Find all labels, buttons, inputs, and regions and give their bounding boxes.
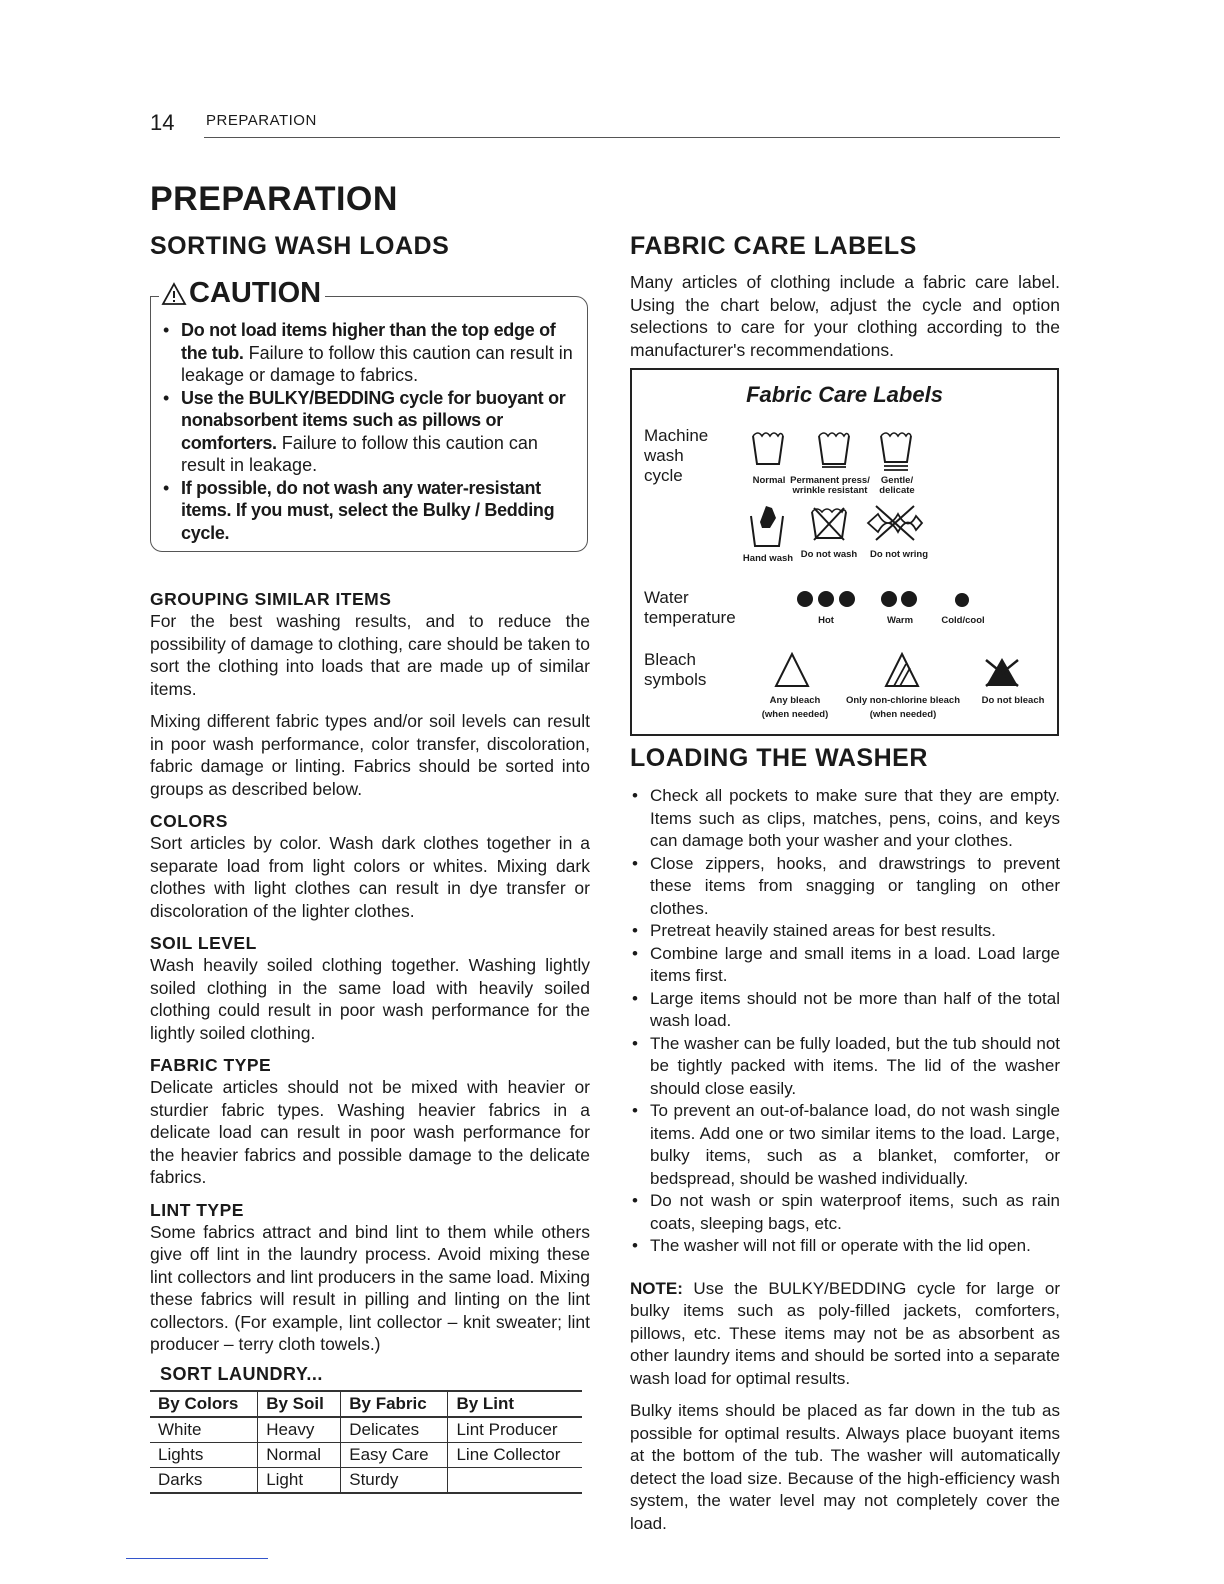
temp-label: Cold/cool	[941, 615, 985, 626]
note-text: Use the BULKY/BEDDING cycle for large or bulky items such as poly-filled jackets, comforters, pillows, etc. These items may not be as absorbent as other laundry items and should be sorted into a separate wash load for optimal results.	[630, 1278, 1060, 1388]
cycle-label: Permanent press/ wrinkle resistant	[790, 475, 870, 496]
water-temp-label: Water temperature	[644, 588, 736, 627]
hot-dots-icon	[796, 590, 856, 608]
non-chlorine-bleach-icon	[884, 652, 920, 688]
table-header: By Colors	[150, 1391, 258, 1417]
table-cell: Sturdy	[341, 1468, 448, 1494]
list-item: • To prevent an out-of-balance load, do not wash single items. Add one or two similar items to the load. Large, bulky items, such as a blanket, comforter, or bedspread, should be washed individually.	[630, 1100, 1060, 1190]
page-title: PREPARATION	[150, 180, 398, 218]
cycle-label: Gentle/ delicate	[879, 475, 915, 496]
bleach-note: (when needed)	[869, 709, 937, 720]
list-item: • Close zippers, hooks, and drawstrings to prevent these items from snagging or tangling on other clothes.	[630, 853, 1060, 921]
list-item: • Check all pockets to make sure that they are empty. Items such as clips, matches, pens, coins, and keys can damage both your washer and your clothes.	[630, 785, 1060, 853]
grouping-paragraph-1: For the best washing results, and to reduce the possibility of damage to clothing, care should be taken to sort the clothing into loads that are made up of similar items.	[150, 611, 590, 699]
colors-heading: COLORS	[150, 811, 228, 831]
wash-symbol-label: Hand wash	[742, 553, 794, 564]
gentle-wash-icon	[878, 428, 914, 472]
do-not-wring-icon	[864, 504, 926, 542]
list-item: • Do not wash or spin waterproof items, such as rain coats, sleeping bags, etc.	[630, 1190, 1060, 1235]
footer-link-line	[126, 1558, 268, 1559]
table-row	[150, 1417, 582, 1443]
grouping-section	[150, 588, 590, 1356]
note-paragraph	[630, 1278, 1060, 1391]
loading-list	[630, 785, 1060, 1258]
do-not-wash-icon	[808, 504, 850, 544]
loading-heading: LOADING THE WASHER	[630, 744, 928, 772]
lint-text: Some fabrics attract and bind lint to them while others give off lint in the laundry process. Avoid mixing these lint collectors and lint producers in the same load. Mixing these fabrics will result in pilling and linting on the lint collectors. (For example, lint collector – knit sweater; lint producer – terry cloth towels.)	[150, 1221, 590, 1354]
caution-box	[150, 277, 588, 552]
machine-wash-label: Machine wash cycle	[644, 426, 709, 485]
loading-section	[630, 744, 1060, 1535]
hand-wash-icon	[748, 502, 786, 550]
any-bleach-icon	[774, 652, 810, 688]
note-label: NOTE:	[630, 1278, 683, 1298]
sort-laundry-label: SORT LAUNDRY...	[160, 1364, 323, 1384]
sort-laundry-table	[150, 1390, 582, 1494]
fabric-care-chart-title: Fabric Care Labels	[746, 382, 943, 407]
do-not-bleach-icon	[982, 654, 1022, 688]
table-cell: Lint Producer	[448, 1417, 582, 1443]
temp-label: Hot	[818, 615, 834, 626]
table-cell: Darks	[150, 1468, 258, 1494]
table-row	[150, 1443, 582, 1468]
fabric-care-chart	[630, 368, 1059, 736]
fabric-type-text: Delicate articles should not be mixed with heavier or sturdier fabric types. Washing heavier fabrics in a delicate load can result in poor wash performance for the heavier fabrics and possible damage to the delicate fabrics.	[150, 1077, 590, 1187]
wash-symbol-label: Do not wring	[869, 549, 929, 560]
table-cell: Normal	[258, 1443, 341, 1468]
page-header	[150, 110, 1060, 140]
list-item: • Combine large and small items in a load. Load large items first.	[630, 943, 1060, 988]
bleach-name: Any bleach	[769, 695, 821, 706]
table-header: By Fabric	[341, 1391, 448, 1417]
soil-heading: SOIL LEVEL	[150, 933, 257, 953]
fabric-care-intro: Many articles of clothing include a fabric care label. Using the chart below, adjust the cycle and option selections to care for your clothing according to the manufacturer's recommendations.	[630, 272, 1060, 360]
grouping-heading: GROUPING SIMILAR ITEMS	[150, 589, 392, 609]
table-cell: Easy Care	[341, 1443, 448, 1468]
list-item: • Pretreat heavily stained areas for best results.	[630, 920, 1060, 943]
normal-wash-icon	[750, 428, 786, 468]
caution-item: • Use the BULKY/BEDDING cycle for buoyant or nonabsorbent items such as pillows or comforters. Failure to follow this caution can result in leakage.	[161, 387, 583, 477]
caution-list	[161, 319, 583, 544]
table-cell: White	[150, 1417, 258, 1443]
cold-dot-icon	[954, 592, 970, 608]
warm-dots-icon	[880, 590, 918, 608]
soil-text: Wash heavily soiled clothing together. Washing lightly soiled clothing in the same load with heavily soiled clothing could result in poor wash performance for the lightly soiled clothing.	[150, 955, 590, 1043]
table-cell: Light	[258, 1468, 341, 1494]
table-cell: Line Collector	[448, 1443, 582, 1468]
table-cell	[448, 1468, 582, 1494]
caution-title: CAUTION	[159, 277, 325, 310]
cycle-label: Normal	[752, 475, 786, 486]
bulky-paragraph: Bulky items should be placed as far down in the tub as possible for optimal results. Always place buoyant items at the bottom of the tub. The washer will automatically detect the load size. Because of the high-efficiency wash system, the water level may not completely cover the load.	[630, 1401, 1060, 1533]
grouping-paragraph-2: Mixing different fabric types and/or soil levels can result in poor wash performance, color transfer, discoloration, fabric damage or linting. Fabrics should be sorted into groups as described below.	[150, 711, 590, 799]
bleach-name: Only non-chlorine bleach	[845, 695, 960, 706]
page-number: 14	[150, 110, 175, 135]
table-cell: Lights	[150, 1443, 258, 1468]
table-cell: Delicates	[341, 1417, 448, 1443]
bleach-note: (when needed)	[761, 709, 829, 720]
temp-label: Warm	[886, 615, 914, 626]
wash-symbol-label: Do not wash	[800, 549, 858, 560]
header-rule	[204, 137, 1060, 138]
header-section: PREPARATION	[206, 112, 317, 129]
table-row	[150, 1468, 582, 1494]
warning-icon	[161, 282, 187, 306]
list-item: • Large items should not be more than half of the total wash load.	[630, 988, 1060, 1033]
table-header: By Lint	[448, 1391, 582, 1417]
list-item: • The washer can be fully loaded, but the tub should not be tightly packed with items. The lid of the washer should close easily.	[630, 1033, 1060, 1101]
caution-item: • Do not load items higher than the top edge of the tub. Failure to follow this caution can result in leakage or damage to fabrics.	[161, 319, 583, 387]
table-header-row	[150, 1391, 582, 1417]
permanent-press-icon	[816, 428, 852, 468]
table-cell: Heavy	[258, 1417, 341, 1443]
caution-item: • If possible, do not wash any water-resistant items. If you must, select the Bulky / Bedding cycle.	[161, 477, 583, 545]
table-header: By Soil	[258, 1391, 341, 1417]
fabric-type-heading: FABRIC TYPE	[150, 1055, 272, 1075]
colors-text: Sort articles by color. Wash dark clothes together in a separate load from light colors or whites. Mixing dark clothes with light clothes can result in dye transfer or discoloration of the lighter clothes.	[150, 833, 590, 921]
lint-heading: LINT TYPE	[150, 1199, 244, 1220]
fabric-care-heading: FABRIC CARE LABELS	[630, 232, 917, 260]
bleach-name: Do not bleach	[981, 695, 1045, 706]
list-item: • The washer will not fill or operate with the lid open.	[630, 1235, 1060, 1258]
sorting-heading: SORTING WASH LOADS	[150, 232, 450, 260]
bleach-label: Bleach symbols	[644, 650, 707, 689]
